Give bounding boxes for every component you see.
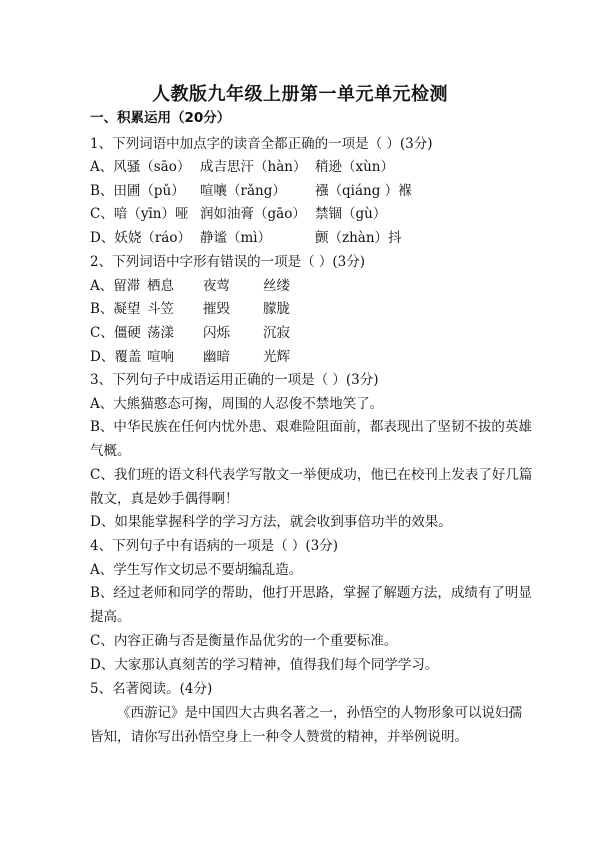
- option-d-3: 幽暗: [203, 349, 230, 365]
- question-2-stem: 2、下列词语中字形有错误的一项是（ ）(3分): [90, 254, 366, 270]
- question-4-option-b-cont: 提高。: [90, 609, 131, 625]
- option-b-3: 摧毁: [203, 301, 230, 317]
- option-a-2: 成吉思汗（hàn）: [200, 159, 307, 175]
- option-d-2: 静谧（mì）: [200, 230, 272, 246]
- question-3-option-b-cont: 气概。: [90, 443, 131, 459]
- option-b-2: 喧嚷（rǎng）: [200, 183, 286, 199]
- question-3-option-b: B、中华民族在任何内忧外患、艰难险阻面前，都表现出了坚韧不拔的英雄: [90, 419, 532, 435]
- question-1-stem: 1、下列词语中加点字的读音全都正确的一项是（ ）(3分): [90, 136, 433, 152]
- option-c-2: 荡漾: [147, 325, 174, 341]
- question-4-option-b: B、经过老师和同学的帮助，他打开思路，掌握了解题方法，成绩有了明显: [90, 585, 532, 601]
- option-c-4: 沉寂: [263, 325, 290, 341]
- option-d-1: D、妖娆（ráo）: [90, 230, 191, 246]
- question-4-option-d: D、大家那认真刻苦的学习精神，值得我们每个同学学习。: [90, 657, 439, 673]
- option-c-1: C、喑（yīn）哑: [90, 206, 189, 222]
- option-a-1: A、风骚（sāo）: [90, 159, 191, 175]
- option-b-2: 斗笠: [147, 301, 174, 317]
- option-c-1: C、僵硬: [90, 325, 141, 341]
- option-b-1: B、田圃（pǔ）: [90, 183, 185, 199]
- option-b-3: 襁（qiáng ）褓: [315, 183, 412, 199]
- option-a-2: 栖息: [147, 278, 174, 294]
- option-c-2: 润如油膏（gāo）: [200, 206, 306, 222]
- question-3-stem: 3、下列句子中成语运用正确的一项是（ ）(3分): [90, 372, 379, 388]
- option-d-2: 喧响: [147, 349, 174, 365]
- option-c-3: 闪烁: [203, 325, 230, 341]
- question-5-stem: 5、名著阅读。(4分): [90, 681, 213, 697]
- option-b-1: B、凝望: [90, 301, 141, 317]
- question-3-option-d: D、如果能掌握科学的学习方法，就会收到事倍功半的效果。: [90, 514, 452, 530]
- option-a-3: 夜莺: [203, 278, 230, 294]
- question-4-option-a: A、学生写作文切忌不要胡编乱造。: [90, 562, 303, 578]
- section-heading: 一、积累运用（20分）: [90, 110, 231, 126]
- option-c-3: 禁锢（gù）: [315, 206, 387, 222]
- option-a-4: 丝缕: [263, 278, 290, 294]
- option-d-4: 光辉: [263, 349, 290, 365]
- question-5-paragraph-line-2: 皆知，请你写出孙悟空身上一种令人赞赏的精神，并举例说明。: [90, 729, 468, 745]
- question-4-stem: 4、下列句子中有语病的一项是（ ）(3分): [90, 538, 339, 554]
- question-3-option-a: A、大熊猫憨态可掬，周围的人忍俊不禁地笑了。: [90, 396, 384, 412]
- question-3-option-c: C、我们班的语文科代表学写散文一举便成功，他已在校刊上发表了好几篇: [90, 467, 533, 483]
- option-d-1: D、覆盖: [90, 349, 142, 365]
- question-5-paragraph-line-1: 《西游记》是中国四大古典名著之一，孙悟空的人物形象可以说妇孺: [117, 705, 522, 721]
- question-4-option-c: C、内容正确与否是衡量作品优劣的一个重要标准。: [90, 633, 398, 649]
- option-a-3: 稍逊（xùn）: [315, 159, 395, 175]
- option-a-1: A、留滞: [90, 278, 141, 294]
- page-title: 人教版九年级上册第一单元单元检测: [152, 84, 448, 105]
- question-3-option-c-cont: 散文，真是妙手偶得啊！: [90, 491, 239, 507]
- option-d-3: 颤（zhàn）抖: [315, 230, 402, 246]
- option-b-4: 朦胧: [263, 301, 290, 317]
